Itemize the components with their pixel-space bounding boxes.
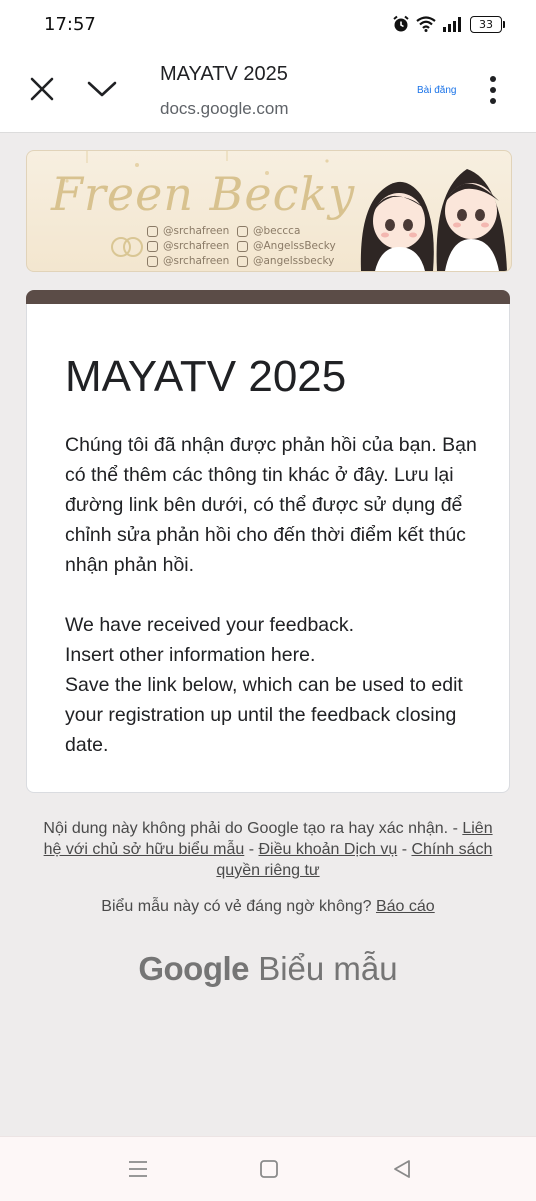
form-title: MAYATV 2025 (65, 352, 347, 401)
privacy-link[interactable]: Chính sách quyền riêng tư (216, 841, 493, 879)
tiktok-icon (147, 241, 158, 252)
instagram-icon (147, 226, 158, 237)
social-handle: @AngelssBecky (237, 240, 336, 252)
x-icon (147, 256, 158, 267)
post-button[interactable]: Bài đăng (417, 85, 457, 96)
chevron-down-icon[interactable] (86, 78, 118, 100)
message-en-line: Insert other information here. (65, 644, 316, 666)
message-en-line: We have received your feedback. (65, 614, 355, 636)
status-time: 17:57 (44, 14, 96, 35)
custom-tab-toolbar (0, 48, 536, 133)
confirmation-card (26, 304, 510, 793)
message-english (65, 610, 485, 760)
close-icon[interactable] (28, 75, 56, 103)
page-url: docs.google.com (160, 99, 289, 118)
battery-indicator: 33 (470, 16, 502, 33)
disclaimer-text: Nội dung này không phải do Google tạo ra hay xác nhận. - Liên hệ với chủ sở hữu biểu mẫu - Điều khoản Dịch vụ - Chính sách quyền riêng tư (43, 820, 493, 879)
recent-apps-icon[interactable] (126, 1157, 150, 1181)
message-vietnamese: Chúng tôi đã nhận được phản hồi của bạn. Bạn có thể thêm các thông tin khác ở đây. Lưu lại đường link bên dưới, có thể được sử dụng để chỉnh sửa phản hồi cho đến thời điểm kết thúc nhận phản hồi. (65, 434, 477, 576)
x-icon (237, 256, 248, 267)
contact-owner-link[interactable]: Liên hệ với chủ sở hữu biểu mẫu (43, 820, 493, 858)
suspicious-text: Biểu mẫu này có vẻ đáng ngờ không? (101, 898, 372, 915)
logo-forms: Biểu mẫu (258, 950, 398, 987)
rings-icon (107, 231, 147, 261)
social-handle: @srchafreen (147, 225, 229, 237)
instagram-icon (237, 226, 248, 237)
home-icon[interactable] (257, 1157, 281, 1181)
social-handle: @srchafreen (147, 255, 229, 267)
chibi-illustration (341, 151, 511, 271)
confirmation-message (65, 430, 485, 760)
message-en-line: Save the link below, which can be used to edit your registration up until the feedback closing date. (65, 674, 463, 756)
system-navigation-bar (0, 1136, 536, 1201)
disclaimer: Nội dung này không phải do Google tạo ra hay xác nhận. (43, 820, 449, 837)
tiktok-icon (237, 241, 248, 252)
terms-link[interactable]: Điều khoản Dịch vụ (258, 841, 398, 858)
google-forms-logo[interactable] (0, 950, 536, 988)
status-bar (0, 0, 536, 48)
back-icon[interactable] (390, 1157, 414, 1181)
social-handle: @angelssbecky (237, 255, 334, 267)
page-title: MAYATV 2025 (160, 63, 288, 85)
more-options-icon[interactable] (488, 75, 498, 105)
social-handle: @srchafreen (147, 240, 229, 252)
alarm-icon (392, 15, 410, 33)
wifi-icon (416, 16, 436, 32)
social-handle: @beccca (237, 225, 300, 237)
report-link[interactable]: Báo cáo (375, 898, 435, 915)
status-icons (392, 13, 502, 35)
form-header-banner (26, 150, 512, 272)
signal-icon (442, 16, 464, 32)
banner-brand: Freen Becky (51, 167, 356, 221)
report-row (40, 898, 496, 916)
logo-google: Google (138, 950, 250, 987)
